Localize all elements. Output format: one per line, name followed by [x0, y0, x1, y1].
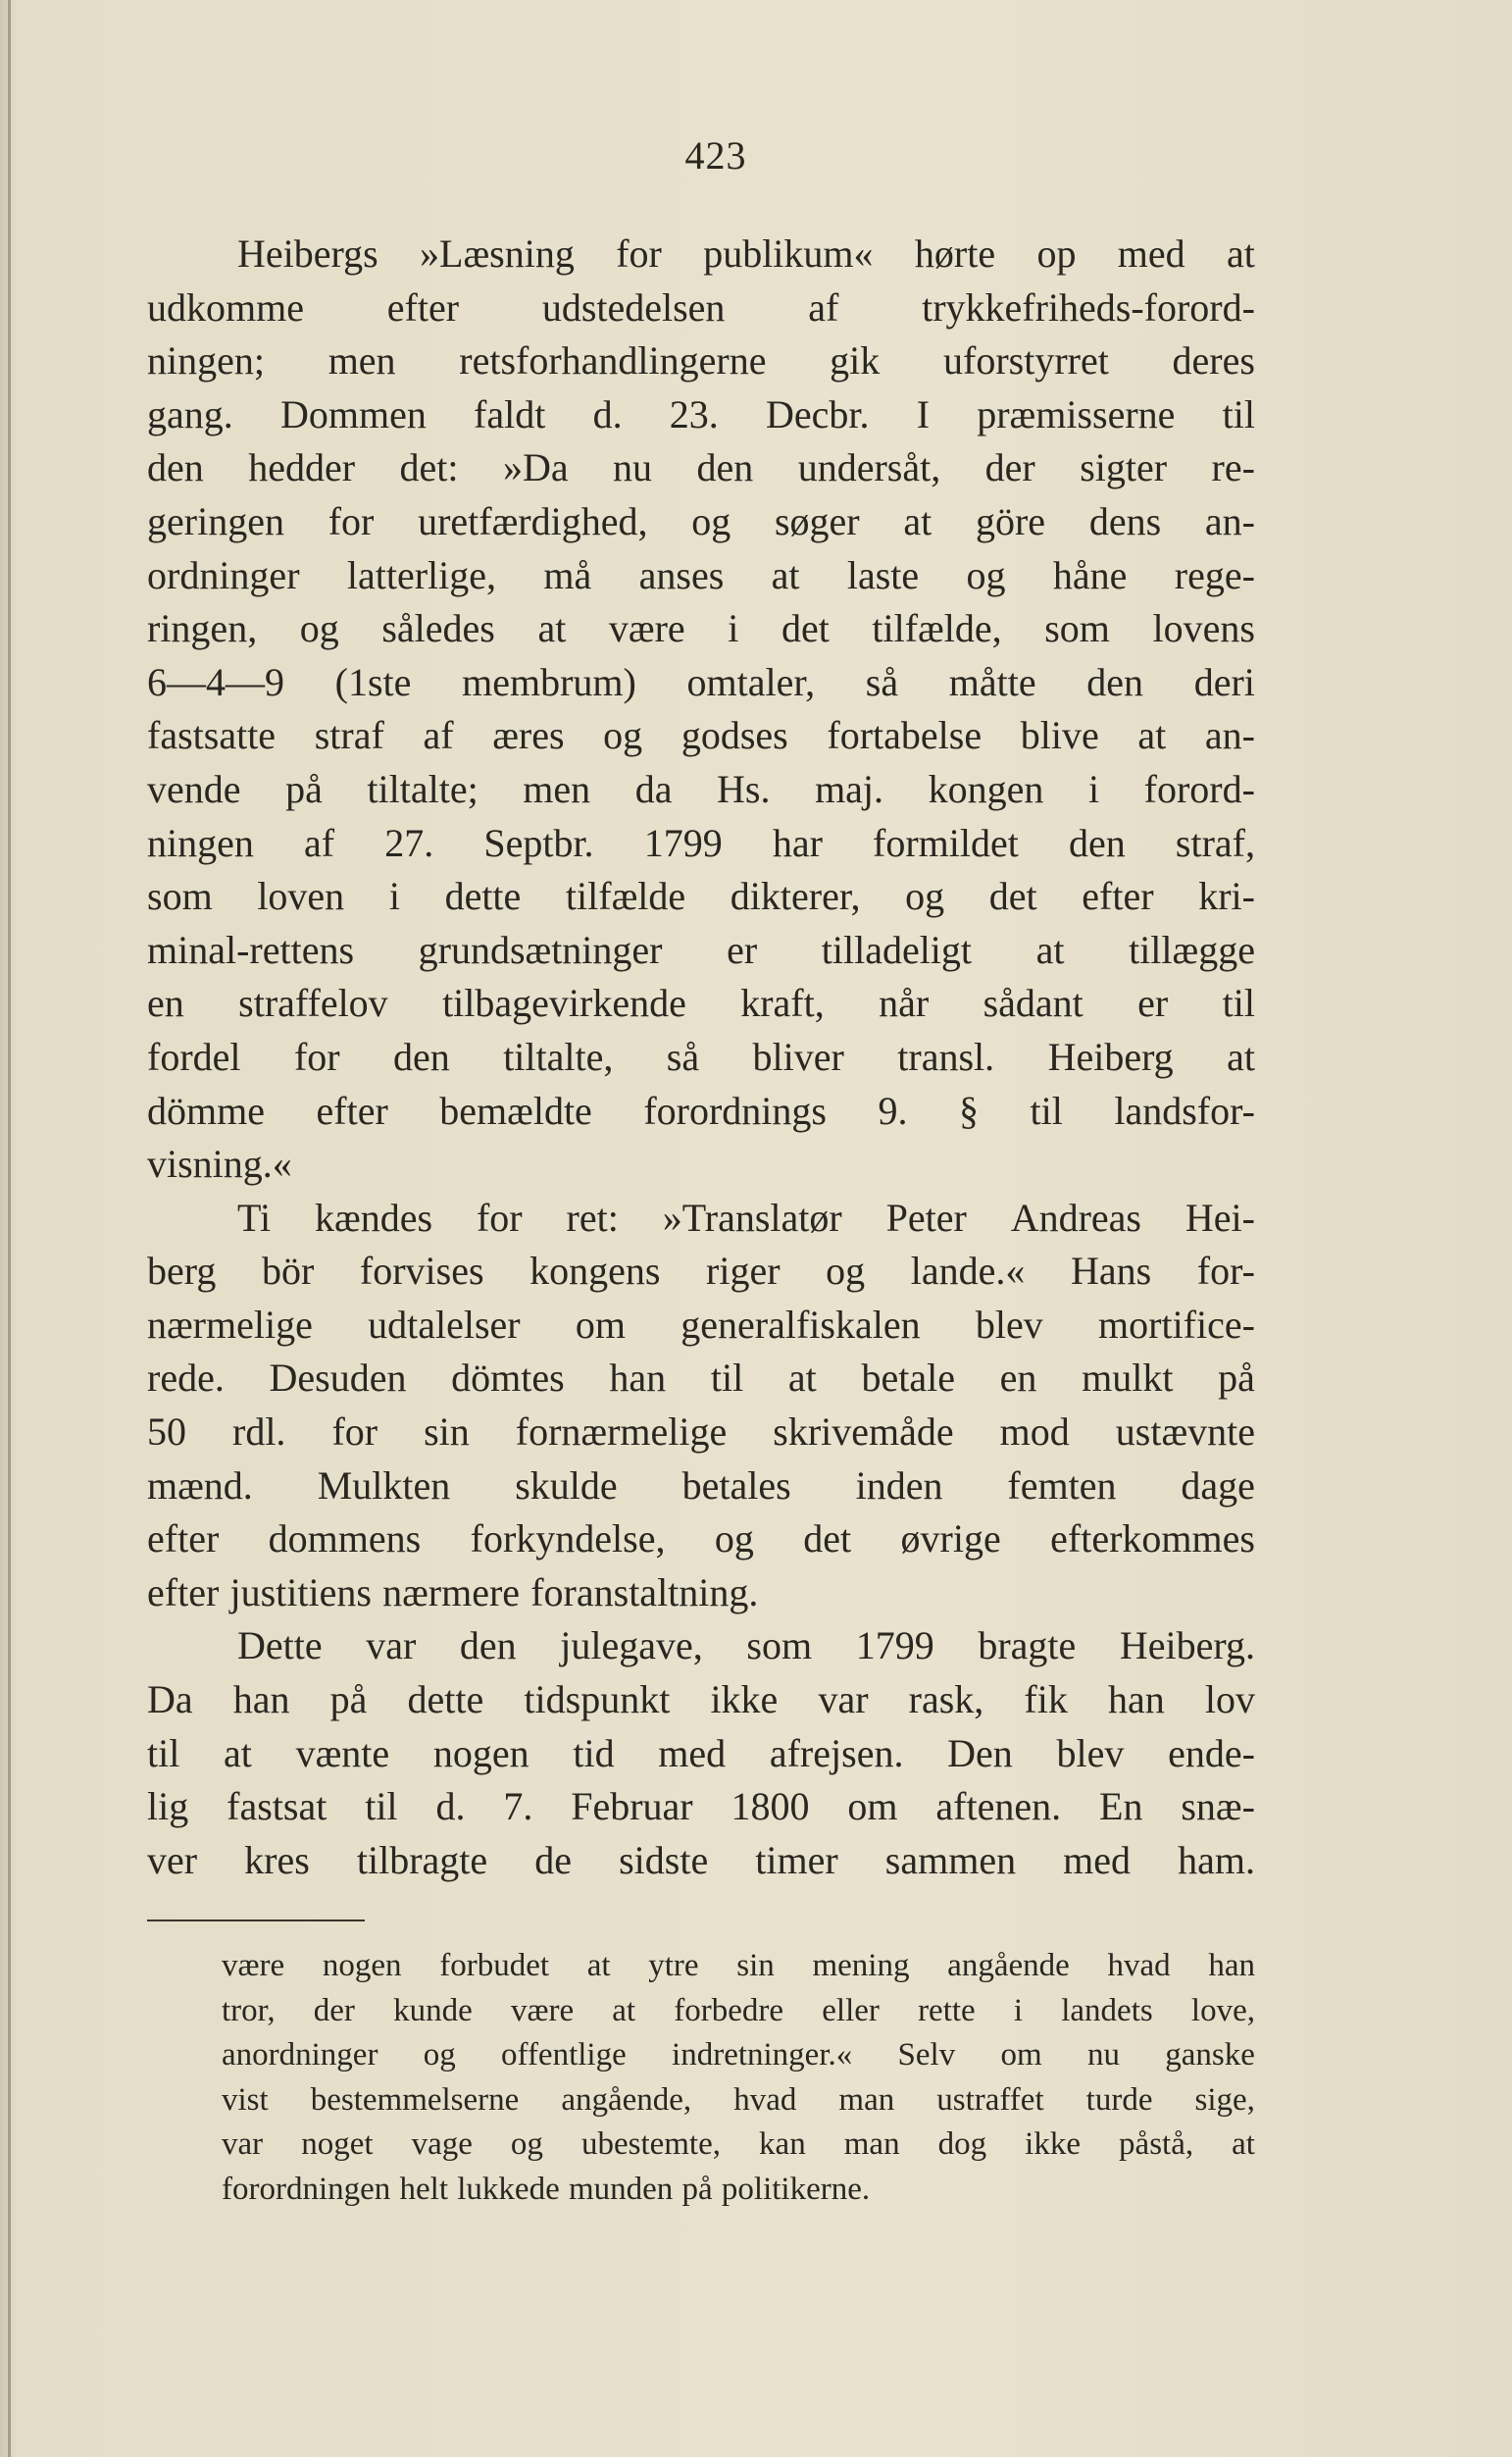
footnote-line: tror, der kunde være at forbedre eller rette i landets love, [222, 1992, 1255, 2028]
text-line: efter justitiens nærmere foranstaltning. [147, 1569, 759, 1614]
page-number: 423 [684, 133, 747, 178]
text-line: til at vænte nogen tid med afrejsen. Den blev ende- [147, 1730, 1255, 1775]
text-line: fordel for den tiltalte, så bliver transl. Heiberg at [147, 1034, 1255, 1079]
text-line: rede. Desuden dömtes han til at betale en mulkt på [147, 1356, 1255, 1401]
text-line: vende på tiltalte; men da Hs. maj. kongen i forord- [147, 766, 1255, 811]
footnote-line: forordningen helt lukkede munden på politikerne. [222, 2171, 871, 2207]
text-line: efter dommens forkyndelse, og det øvrige efterkommes [147, 1516, 1255, 1561]
footnote-line: være nogen forbudet at ytre sin mening angående hvad han [222, 1948, 1255, 1983]
text-line: en straffelov tilbagevirkende kraft, når sådant er til [147, 981, 1255, 1026]
text-line: fastsatte straf af æres og godses fortabelse blive at an- [147, 713, 1255, 758]
text-line: ningen; men retsforhandlingerne gik uforstyrret deres [147, 338, 1255, 384]
text-line: berg bör forvises kongens riger og lande.« Hans for- [147, 1249, 1255, 1294]
footnote-rule [147, 1920, 365, 1921]
text-line: ringen, og således at være i det tilfælde, som lovens [147, 606, 1255, 651]
text-line: nærmelige udtalelser om generalfiskalen blev mortifice- [147, 1302, 1255, 1347]
text-line: dömme efter bemældte forordnings 9. § til landsfor- [147, 1088, 1255, 1133]
binding-edge [8, 0, 11, 2457]
text-line: gang. Dommen faldt d. 23. Decbr. I præmisserne til [147, 391, 1255, 436]
text-line: ver kres tilbragte de sidste timer sammen med ham. [147, 1837, 1255, 1882]
text-line: ordninger latterlige, må anses at laste og håne rege- [147, 552, 1255, 597]
text-line: geringen for uretfærdighed, og søger at göre dens an- [147, 498, 1255, 543]
body-text [147, 228, 1255, 1887]
text-line: 6—4—9 (1ste membrum) omtaler, så måtte den deri [147, 659, 1255, 704]
text-line: udkomme efter udstedelsen af trykkefriheds-forord- [147, 284, 1255, 330]
footnote-line: var noget vage og ubestemte, kan man dog ikke påstå, at [222, 2126, 1255, 2162]
text-line: Da han på dette tidspunkt ikke var rask, fik han lov [147, 1677, 1255, 1722]
text-line: visning.« [147, 1142, 292, 1187]
text-line: lig fastsat til d. 7. Februar 1800 om aftenen. En snæ- [147, 1784, 1255, 1829]
text-line: 50 rdl. for sin fornærmelige skrivemåde mod ustævnte [147, 1409, 1255, 1455]
text-line: den hedder det: »Da nu den undersåt, der sigter re- [147, 445, 1255, 490]
text-line: Heibergs »Læsning for publikum« hørte op med at [237, 231, 1255, 276]
text-line: som loven i dette tilfælde dikterer, og det efter kri- [147, 874, 1255, 919]
footnote [222, 1944, 1255, 2212]
footnote-line: anordninger og offentlige indretninger.« Selv om nu ganske [222, 2037, 1255, 2073]
text-line: Dette var den julegave, som 1799 bragte Heiberg. [237, 1623, 1255, 1668]
text-line: ningen af 27. Septbr. 1799 har formildet den straf, [147, 820, 1255, 865]
text-line: mænd. Mulkten skulde betales inden femten dage [147, 1462, 1255, 1508]
text-line: Ti kændes for ret: »Translatør Peter Andreas Hei- [237, 1195, 1255, 1240]
footnote-line: vist bestemmelserne angående, hvad man ustraffet turde sige, [222, 2081, 1255, 2118]
text-line: minal-rettens grundsætninger er tilladeligt at tillægge [147, 927, 1255, 972]
